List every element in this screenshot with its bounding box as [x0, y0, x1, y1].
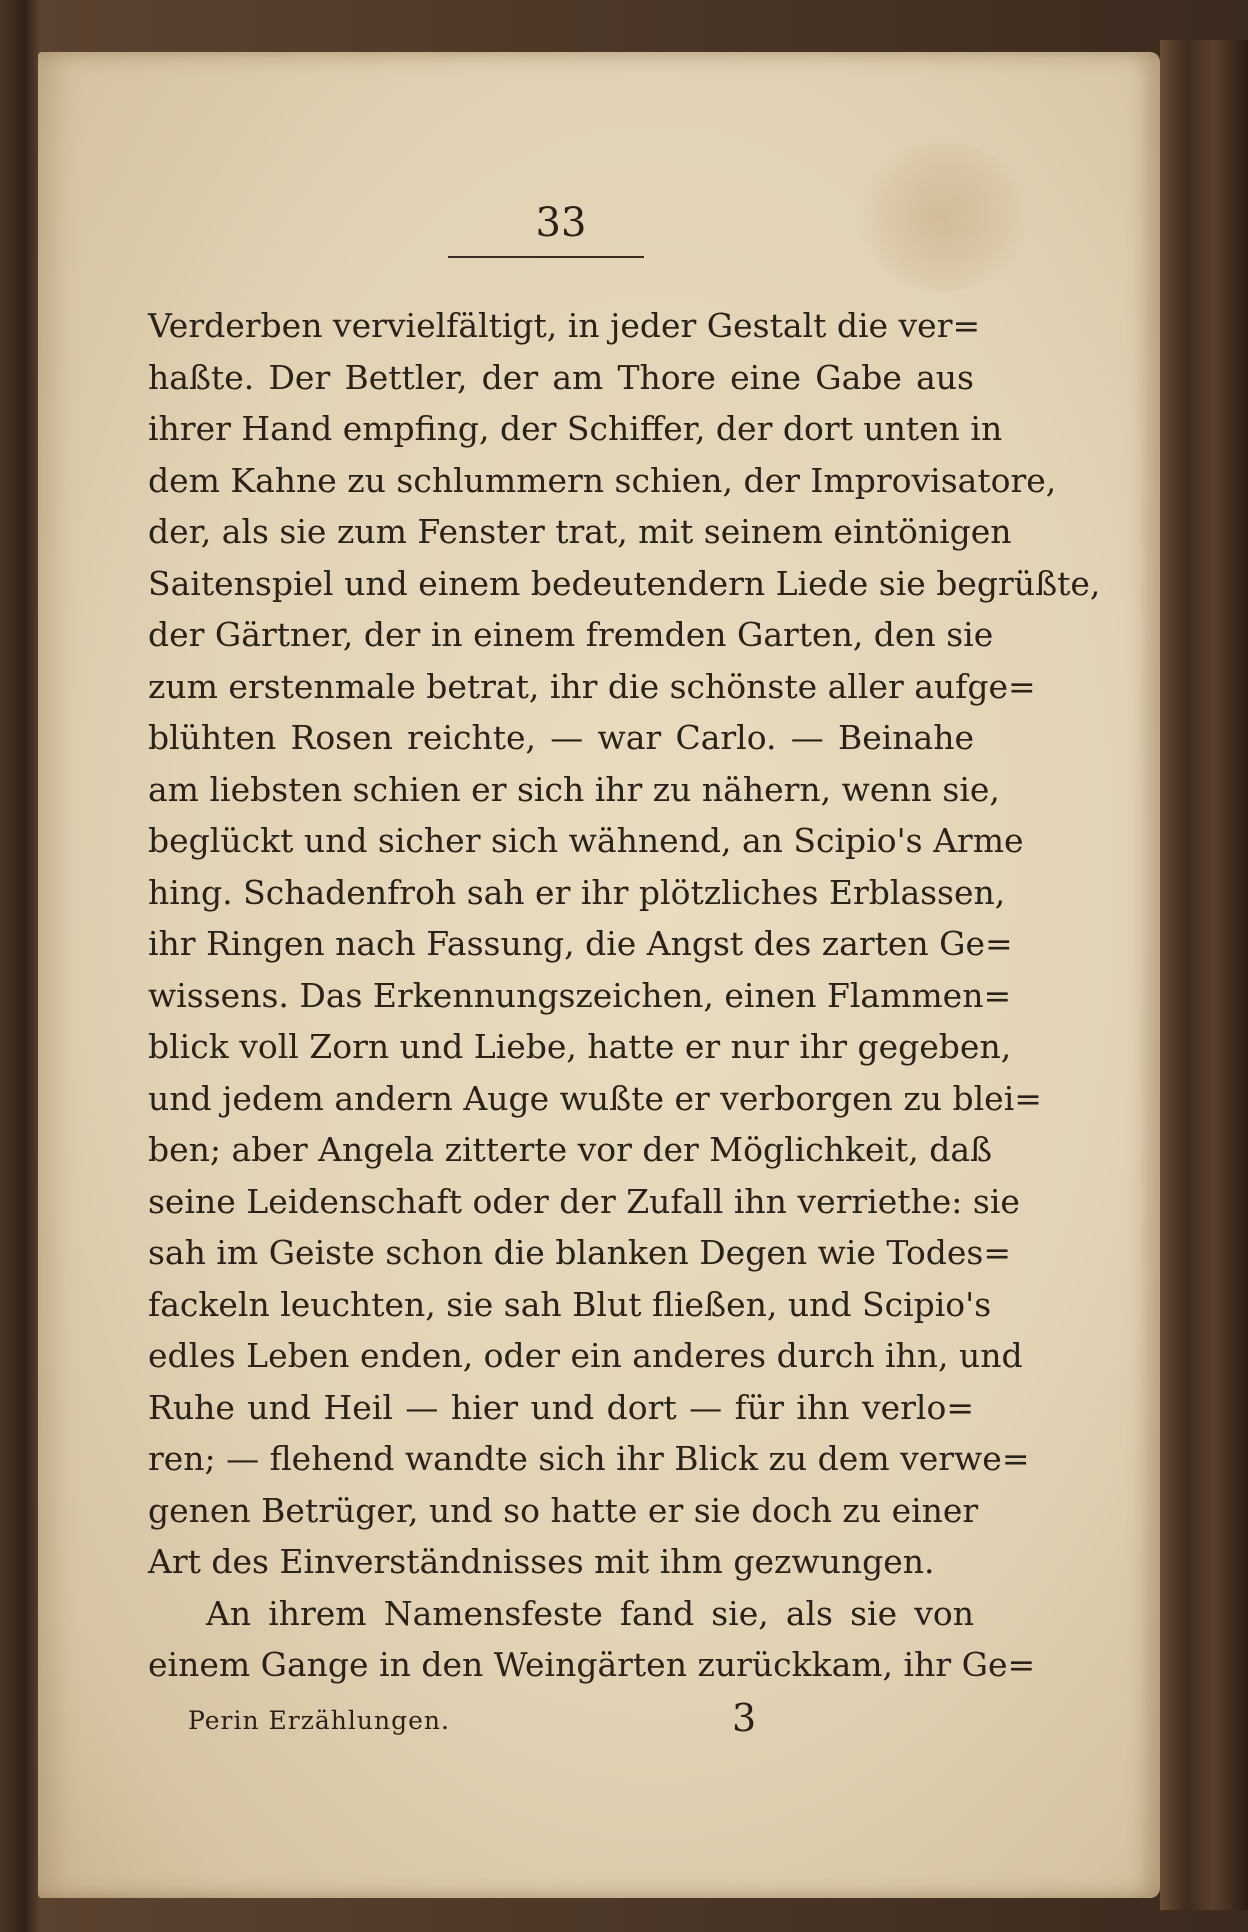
- text-line: edles Leben enden, oder ein anderes durch ihn, und: [148, 1336, 1023, 1375]
- text-line: hing. Schadenfroh sah er ihr plötzliches Erblassen,: [148, 872, 1006, 912]
- body-text: [148, 300, 1101, 1691]
- text-line: Saitenspiel und einem bedeutendern Liede sie begrüßte,: [148, 563, 1101, 603]
- footer-signature: 3: [732, 1696, 757, 1740]
- text-line: Verderben vervielfältigt, in jeder Gestalt die ver=: [148, 306, 981, 345]
- text-line: haßte. Der Bettler, der am Thore eine Gabe aus: [148, 357, 974, 397]
- text-line: fackeln leuchten, sie sah Blut fließen, und Scipio's: [148, 1284, 992, 1324]
- text-line: am liebsten schien er sich ihr zu nähern, wenn sie,: [148, 769, 1000, 809]
- text-line: ihr Ringen nach Fassung, die Angst des zarten Ge=: [148, 924, 1013, 963]
- text-line: blick voll Zorn und Liebe, hatte er nur ihr gegeben,: [148, 1027, 1012, 1066]
- footer-author: Perin Erzählungen.: [188, 1706, 450, 1735]
- text-line: ihrer Hand empfing, der Schiffer, der dort unten in: [148, 409, 1003, 448]
- text-line: blühten Rosen reichte, — war Carlo. — Beinahe: [148, 718, 974, 757]
- text-line: seine Leidenschaft oder der Zufall ihn verriethe: sie: [148, 1181, 1020, 1221]
- text-line: An ihrem Namensfeste fand sie, als sie von: [206, 1593, 974, 1633]
- text-line: ren; — flehend wandte sich ihr Blick zu dem verwe=: [148, 1439, 1030, 1478]
- text-line: Ruhe und Heil — hier und dort — für ihn verlo=: [148, 1387, 974, 1427]
- text-line: der, als sie zum Fenster trat, mit seinem eintönigen: [148, 512, 1012, 551]
- text-line: der Gärtner, der in einem fremden Garten, den sie: [148, 615, 994, 654]
- text-line: genen Betrüger, und so hatte er sie doch zu einer: [148, 1490, 979, 1530]
- text-line: dem Kahne zu schlummern schien, der Improvisatore,: [148, 460, 1057, 500]
- text-line: und jedem andern Auge wußte er verborgen zu blei=: [148, 1078, 1042, 1118]
- book-page: [38, 52, 1160, 1898]
- book-cover-edge: [1160, 40, 1248, 1910]
- text-line: beglückt und sicher sich wähnend, an Scipio's Arme: [148, 821, 1024, 860]
- text-line: einem Gange in den Weingärten zurückkam, ihr Ge=: [148, 1645, 1036, 1684]
- text-line: zum erstenmale betrat, ihr die schönste aller aufge=: [148, 666, 1036, 706]
- text-line: ben; aber Angela zitterte vor der Möglichkeit, daß: [148, 1130, 993, 1169]
- page-footer: [188, 1696, 788, 1746]
- text-line: wissens. Das Erkennungszeichen, einen Flammen=: [148, 975, 1012, 1015]
- page-number: 33: [535, 200, 587, 246]
- text-line: sah im Geiste schon die blanken Degen wie Todes=: [148, 1233, 1011, 1272]
- text-line: Art des Einverständnisses mit ihm gezwungen.: [148, 1542, 935, 1581]
- header-rule: [448, 256, 644, 258]
